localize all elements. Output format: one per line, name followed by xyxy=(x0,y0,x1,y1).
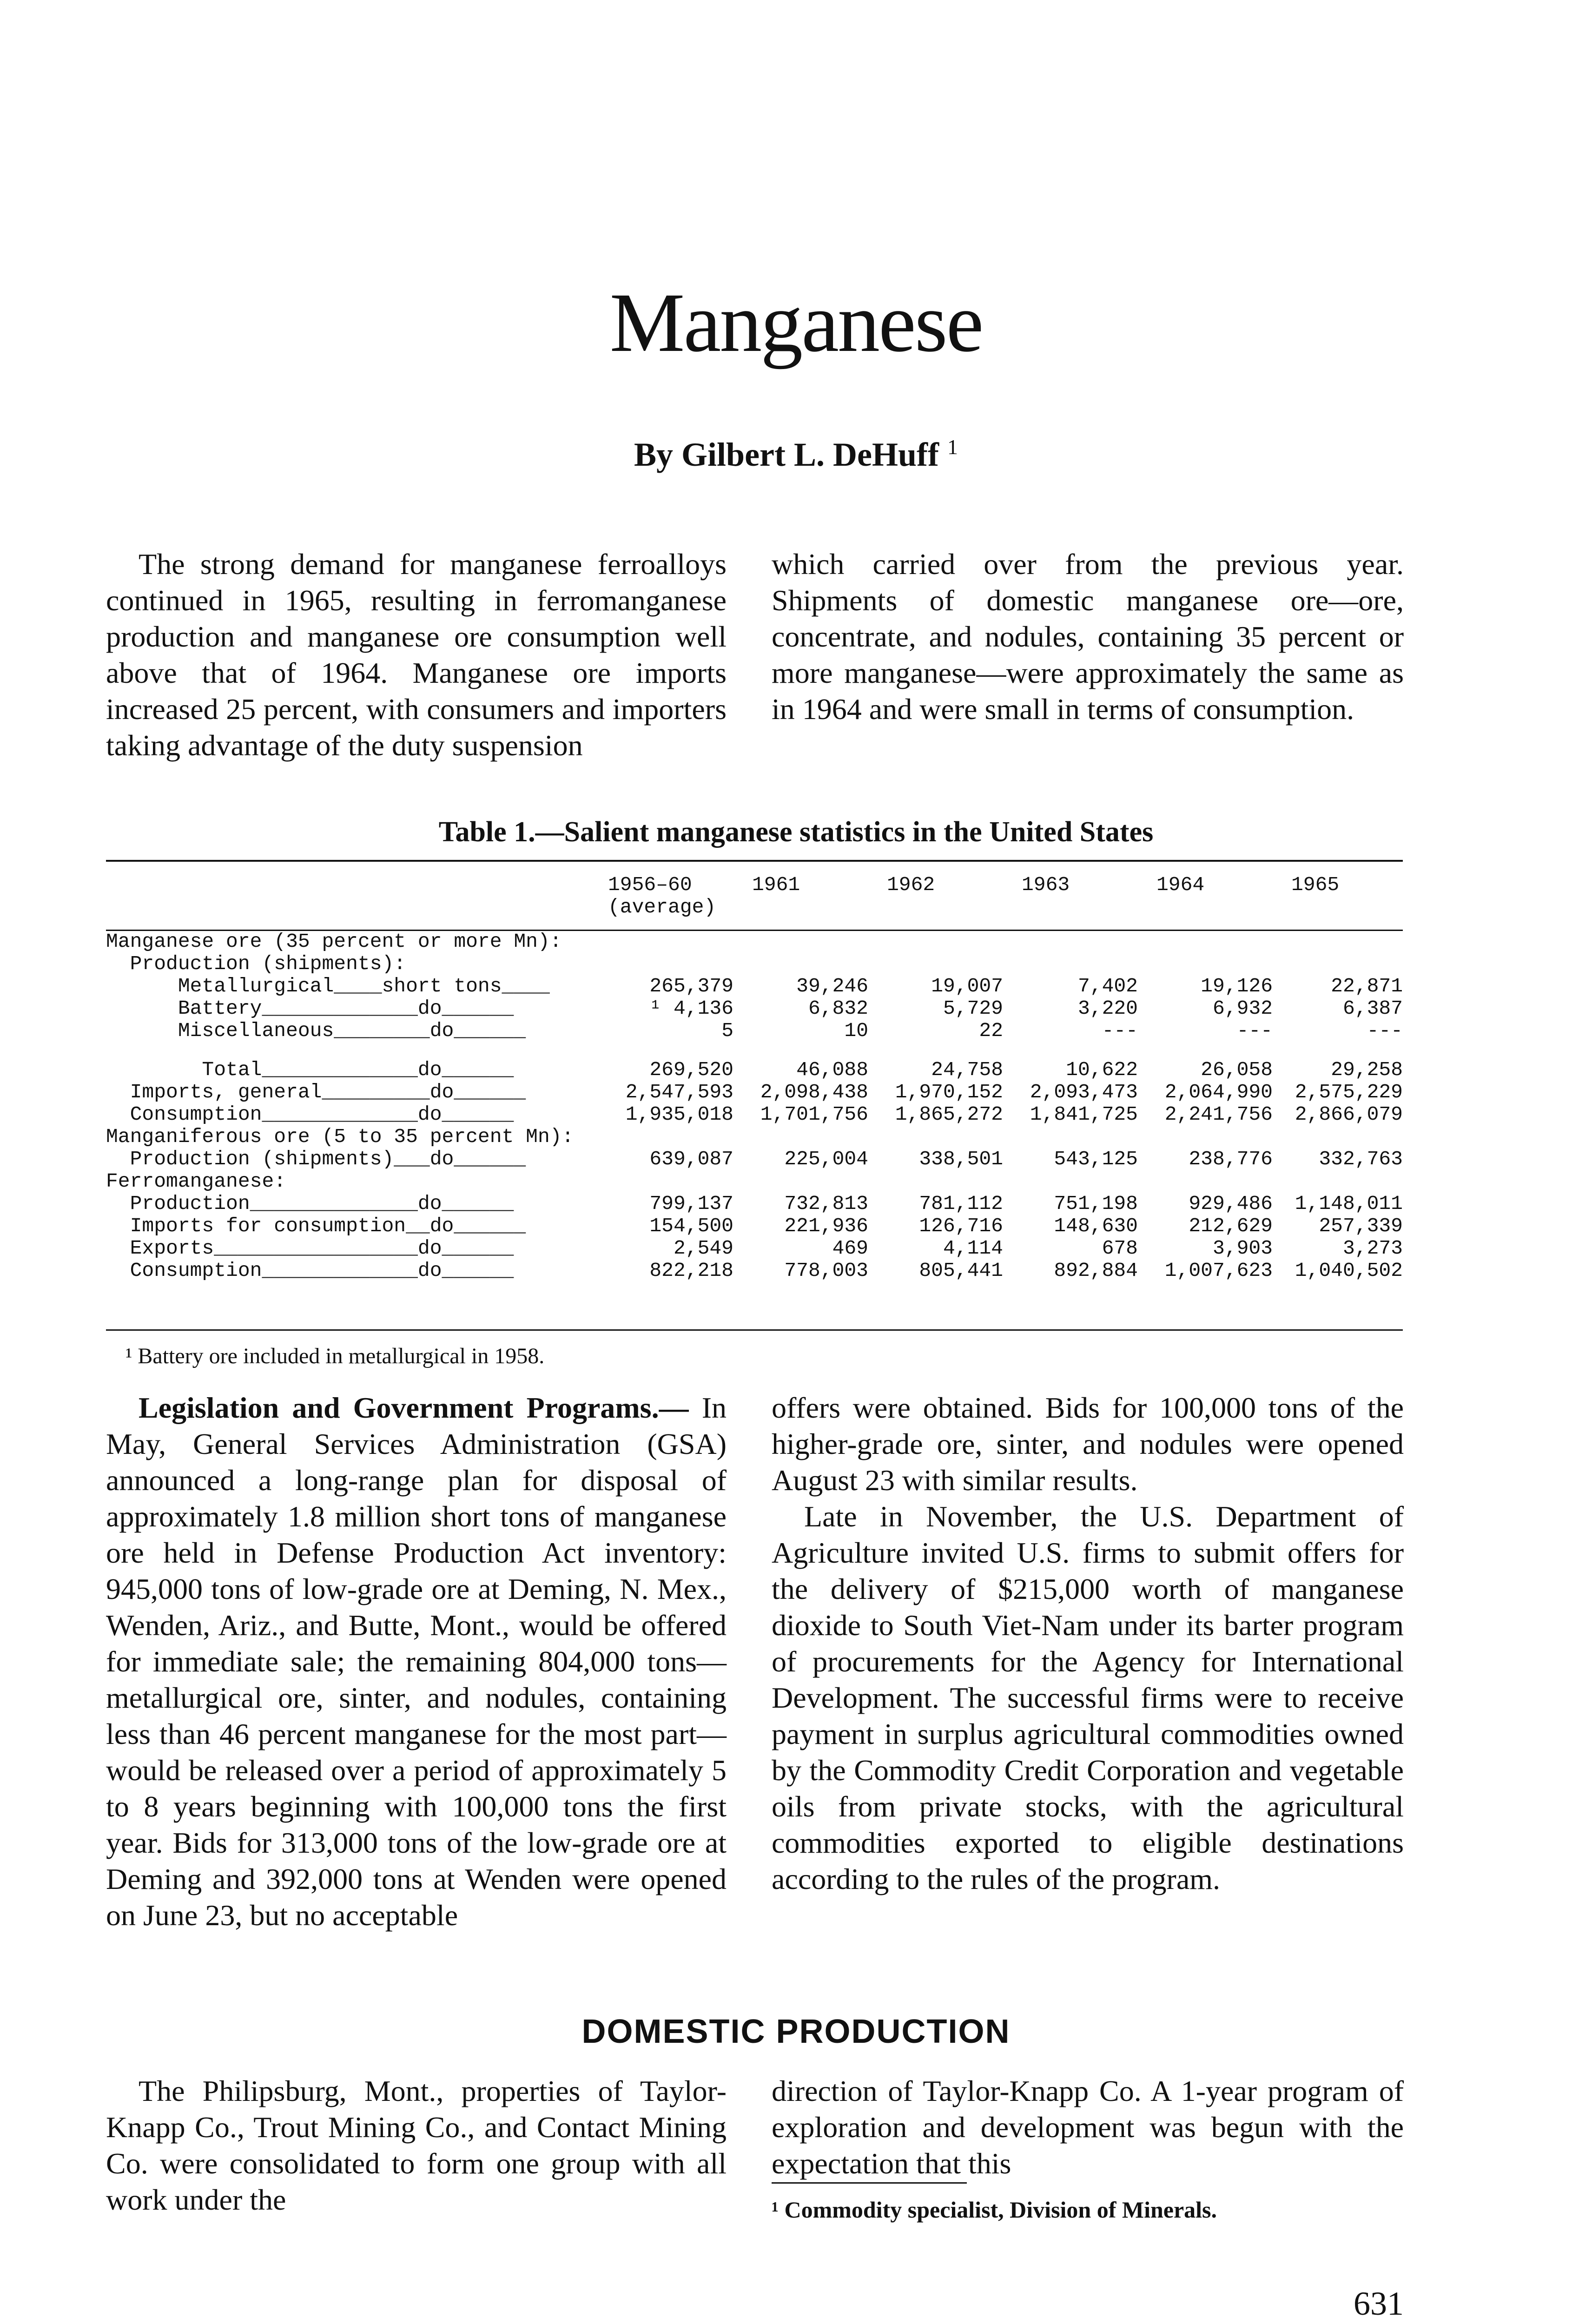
table-cell: 6,387 xyxy=(1342,997,1403,1020)
domestic-right-column xyxy=(772,2073,1404,2182)
table-cell xyxy=(1273,953,1403,975)
column-header: 1962 xyxy=(887,873,935,896)
legislation-heading: Legislation and Government Programs.— xyxy=(139,1391,689,1424)
table-cell: 1,148,011 xyxy=(1295,1192,1403,1215)
row-label: Metallurgical____short tons____ xyxy=(106,975,550,997)
row-label: Production (shipments): xyxy=(106,952,406,975)
table-cell xyxy=(868,931,1003,953)
row-label: Production (shipments)___do______ xyxy=(106,1148,526,1170)
table-cell: 7,402 xyxy=(1077,975,1138,997)
intro-paragraph-right: which carried over from the previous year. Shipments of domestic manganese ore—ore, concentrate, and nodules, containing 35 percent or more manganese—were approximately the same as in 1964 and were small in terms of consumption. xyxy=(772,548,1404,726)
table-cell: 5 xyxy=(721,1019,733,1042)
domestic-paragraph-right: direction of Taylor-Knapp Co. A 1-year program of exploration and development was begun with the expectation that this xyxy=(772,2074,1404,2180)
table-cell: 892,884 xyxy=(1054,1259,1138,1282)
table-cell: 265,379 xyxy=(649,975,733,997)
section-heading-domestic: DOMESTIC PRODUCTION xyxy=(581,2013,1011,2050)
table-cell xyxy=(1003,1126,1138,1148)
table-cell: 799,137 xyxy=(649,1192,733,1215)
table-cell: 1,970,152 xyxy=(895,1081,1003,1103)
table-row xyxy=(106,1215,1403,1237)
table-cell: --- xyxy=(1367,1019,1403,1042)
table-cell: 26,058 xyxy=(1201,1058,1273,1081)
table-bottom-rule xyxy=(106,1329,1403,1331)
table-cell: 2,547,593 xyxy=(625,1081,733,1103)
table-row xyxy=(106,1042,1403,1059)
table-cell: 929,486 xyxy=(1189,1192,1273,1215)
table-cell: 781,112 xyxy=(919,1192,1003,1215)
table-cell xyxy=(733,1126,868,1148)
table-cell: 778,003 xyxy=(784,1259,868,1282)
table-cell xyxy=(1138,931,1273,953)
table-top-rule xyxy=(106,860,1403,862)
table-cell: 805,441 xyxy=(919,1259,1003,1282)
table-cell: 469 xyxy=(832,1237,868,1260)
table-cell xyxy=(1003,1042,1138,1059)
table-cell xyxy=(733,1042,868,1059)
table-cell: 822,218 xyxy=(649,1259,733,1282)
column-header: 1956–60 (average) xyxy=(608,873,716,918)
statistics-table xyxy=(106,874,1403,1282)
byline xyxy=(0,435,1592,474)
header-spacer xyxy=(106,918,1403,931)
author-footnote xyxy=(772,2196,1404,2223)
table-cell: 19,007 xyxy=(931,975,1003,997)
table-cell: 1,040,502 xyxy=(1295,1259,1403,1282)
table-cell xyxy=(1138,1170,1273,1193)
column-header: 1964 xyxy=(1156,873,1205,896)
footnote-mark: 1 xyxy=(947,435,958,459)
table-cell: 338,501 xyxy=(919,1148,1003,1170)
legislation-right-p2: Late in November, the U.S. Department of Agriculture invited U.S. firms to submit offers for the delivery of $215,000 worth of manganese dioxide to South Viet-Nam under its barter program of procurements for the Agency for International Development. The successful firms were to receive payment in surplus agricultural commodities owned by the Commodity Credit Corporation and vegetable oils from private stocks, with the agricultural commodities exported to eligible destinations according to the rules of the program. xyxy=(772,1500,1404,1895)
table-header-row xyxy=(106,874,1403,918)
table-row xyxy=(106,1020,1403,1042)
table-cell: 543,125 xyxy=(1054,1148,1138,1170)
table-row xyxy=(106,975,1403,997)
table-cell xyxy=(589,1042,733,1059)
table-cell: 126,716 xyxy=(919,1215,1003,1237)
author-footnote-text: ¹ Commodity specialist, Division of Minerals. xyxy=(772,2197,1217,2223)
table-cell: 10,622 xyxy=(1066,1058,1138,1081)
table-cell xyxy=(589,1170,733,1193)
table-cell xyxy=(1273,1170,1403,1193)
table-cell xyxy=(868,1170,1003,1193)
column-header: 1961 xyxy=(752,873,800,896)
table-cell: --- xyxy=(1102,1019,1138,1042)
table-cell xyxy=(1003,953,1138,975)
table-cell: 678 xyxy=(1102,1237,1138,1260)
row-label: Consumption_____________do______ xyxy=(106,1259,514,1282)
table-cell xyxy=(1003,931,1138,953)
legislation-right-column xyxy=(772,1390,1404,1897)
row-label: Miscellaneous________do______ xyxy=(106,1019,526,1042)
table-cell: 6,832 xyxy=(808,997,868,1020)
table-cell: 22,871 xyxy=(1331,975,1403,997)
table-cell xyxy=(733,1170,868,1193)
table-cell: 6,932 xyxy=(1212,997,1273,1020)
table-cell xyxy=(868,1042,1003,1059)
table-cell: 221,936 xyxy=(784,1215,868,1237)
table-row xyxy=(106,931,1403,953)
table-cell: 3,273 xyxy=(1342,1237,1403,1260)
table-cell: 148,630 xyxy=(1054,1215,1138,1237)
row-label: Production______________do______ xyxy=(106,1192,514,1215)
table-cell: 238,776 xyxy=(1189,1148,1273,1170)
legislation-left-column xyxy=(106,1390,727,1934)
row-label: Consumption_____________do______ xyxy=(106,1103,514,1126)
table-cell: 1,007,623 xyxy=(1164,1259,1273,1282)
table-cell xyxy=(1273,1126,1403,1148)
table-cell: 2,098,438 xyxy=(760,1081,868,1103)
intro-paragraph-left: The strong demand for manganese ferroalloys continued in 1965, resulting in ferromanganese production and manganese ore consumption well above that of 1964. Manganese ore imports increased 25 percent, with consumers and importers taking advantage of the duty suspension xyxy=(106,548,727,762)
table-row xyxy=(106,1237,1403,1260)
table-cell: 751,198 xyxy=(1054,1192,1138,1215)
legislation-paragraph xyxy=(106,1390,727,1934)
domestic-paragraph-left: The Philipsburg, Mont., properties of Taylor-Knapp Co., Trout Mining Co., and Contact Mining Co. were consolidated to form one group with all work under the xyxy=(106,2074,727,2216)
table-cell: 3,903 xyxy=(1212,1237,1273,1260)
table-footnote: ¹ Battery ore included in metallurgical in 1958. xyxy=(126,1344,545,1368)
table-cell: 24,758 xyxy=(931,1058,1003,1081)
table-caption: Table 1.—Salient manganese statistics in the United States xyxy=(438,816,1154,848)
row-label xyxy=(106,1042,589,1059)
table-cell xyxy=(1273,1042,1403,1059)
table-cell xyxy=(589,931,733,953)
table-cell: 3,220 xyxy=(1077,997,1138,1020)
intro-left-column xyxy=(106,546,727,764)
table-cell: 29,258 xyxy=(1331,1058,1403,1081)
table-cell: 212,629 xyxy=(1189,1215,1273,1237)
domestic-left-column xyxy=(106,2073,727,2218)
table-row xyxy=(106,953,1403,975)
table-cell: 22 xyxy=(979,1019,1003,1042)
table-cell: --- xyxy=(1236,1019,1273,1042)
table-cell: 2,866,079 xyxy=(1295,1103,1403,1126)
table-cell: 46,088 xyxy=(796,1058,868,1081)
table-cell: 639,087 xyxy=(649,1148,733,1170)
table-cell: 225,004 xyxy=(784,1148,868,1170)
row-label: Imports, general_________do______ xyxy=(106,1081,526,1103)
table-cell: 1,701,756 xyxy=(760,1103,868,1126)
table-cell: 1,841,725 xyxy=(1030,1103,1138,1126)
table-cell: 4,114 xyxy=(943,1237,1003,1260)
table-row xyxy=(106,1126,1403,1148)
table-row xyxy=(106,1059,1403,1081)
table-cell: 732,813 xyxy=(784,1192,868,1215)
table-row xyxy=(106,997,1403,1020)
table-cell: 39,246 xyxy=(796,975,868,997)
table-cell: 332,763 xyxy=(1319,1148,1403,1170)
table-cell xyxy=(868,1126,1003,1148)
table-row xyxy=(106,1260,1403,1282)
table-cell: 1,935,018 xyxy=(625,1103,733,1126)
table-cell: 2,093,473 xyxy=(1030,1081,1138,1103)
page-number: 631 xyxy=(1354,2285,1404,2322)
table-cell xyxy=(589,1126,733,1148)
table-cell xyxy=(589,953,733,975)
row-label: Exports_________________do______ xyxy=(106,1237,514,1260)
table-cell xyxy=(1273,931,1403,953)
table-cell xyxy=(1138,953,1273,975)
table-cell: 2,575,229 xyxy=(1295,1081,1403,1103)
legislation-right-p1: offers were obtained. Bids for 100,000 tons of the higher-grade ore, sinter, and nodules were opened August 23 with similar results. xyxy=(772,1391,1404,1497)
table-cell: 19,126 xyxy=(1201,975,1273,997)
table-cell: 154,500 xyxy=(649,1215,733,1237)
footnote-rule xyxy=(772,2182,967,2184)
row-label: Total_____________do______ xyxy=(106,1058,514,1081)
table-cell: 2,064,990 xyxy=(1164,1081,1273,1103)
header-blank xyxy=(106,874,589,918)
table-cell: 269,520 xyxy=(649,1058,733,1081)
table-cell xyxy=(868,953,1003,975)
row-label: Manganiferous ore (5 to 35 percent Mn): xyxy=(106,1125,574,1148)
table-row xyxy=(106,1170,1403,1193)
table-row xyxy=(106,1193,1403,1215)
table-cell: 257,339 xyxy=(1319,1215,1403,1237)
table-cell xyxy=(733,953,868,975)
intro-right-column xyxy=(772,546,1404,727)
column-header: 1965 xyxy=(1291,873,1340,896)
table-cell: 5,729 xyxy=(943,997,1003,1020)
article-title: Manganese xyxy=(609,276,983,370)
author-name: By Gilbert L. DeHuff xyxy=(634,436,939,473)
row-label: Manganese ore (35 percent or more Mn): xyxy=(106,930,562,953)
table-row xyxy=(106,1103,1403,1126)
row-label: Ferromanganese: xyxy=(106,1170,286,1193)
table-cell: 1,865,272 xyxy=(895,1103,1003,1126)
row-label: Imports for consumption__do______ xyxy=(106,1215,526,1237)
table-cell xyxy=(1138,1042,1273,1059)
row-label: Battery_____________do______ xyxy=(106,997,514,1020)
legislation-text: In May, General Services Administration (GSA) announced a long-range plan for disposal of approximately 1.8 million short tons of manganese ore held in Defense Production Act inventory: 945,000 tons of low-grade ore at Deming, N. Mex., Wenden, Ariz., and Butte, Mont., would be offered for immediate sale; the remaining 804,000 tons—metallurgical ore, sinter, and nodules, containing less than 46 percent manganese for the most part—would be released over a period of approximately 5 to 8 years beginning with 100,000 tons the first year. Bids for 313,000 tons of the low-grade ore at Deming and 392,000 tons at Wenden were opened on June 23, but no acceptable xyxy=(106,1391,727,1932)
table-cell: 2,241,756 xyxy=(1164,1103,1273,1126)
table-row xyxy=(106,1081,1403,1103)
table-cell: 10 xyxy=(844,1019,868,1042)
column-header: 1963 xyxy=(1022,873,1070,896)
table-cell xyxy=(1138,1126,1273,1148)
table-cell: ¹ 4,136 xyxy=(649,997,733,1020)
table-row xyxy=(106,1148,1403,1170)
table-cell xyxy=(733,931,868,953)
table-cell xyxy=(1003,1170,1138,1193)
table-cell: 2,549 xyxy=(673,1237,733,1260)
